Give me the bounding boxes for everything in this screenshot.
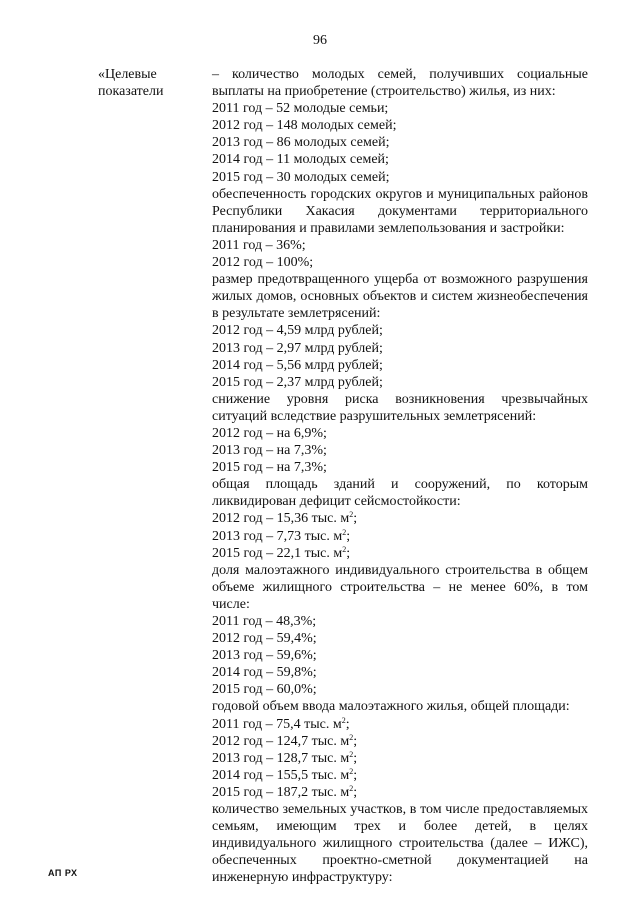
text-line-body: 2013 год – 2,97 млрд рублей; — [212, 340, 383, 356]
text-line-body: 2015 год – на 7,3%; — [212, 460, 327, 476]
text-line-body: доля малоэтажного индивидуального строительства в общем — [212, 562, 588, 578]
superscript: 2 — [342, 544, 347, 554]
superscript: 2 — [349, 732, 354, 742]
text-line-body: 2015 год – 187,2 тыс. м — [212, 784, 350, 800]
text-line-body: 2012 год – 15,36 тыс. м — [212, 511, 350, 527]
text-line — [212, 271, 588, 288]
text-line-body: снижение уровня риска возникновения чрезвычайных — [212, 391, 588, 407]
text-line-body: 2014 год – 155,5 тыс. м — [212, 767, 350, 783]
text-line-body: количество земельных участков, в том числе предоставляемых — [212, 802, 588, 818]
text-line — [212, 374, 588, 391]
text-line — [212, 784, 588, 801]
text-line-body: – количество молодых семей, получивших социальные — [212, 67, 588, 82]
text-line-tail: ; — [345, 716, 350, 732]
text-line — [212, 151, 588, 168]
text-line-body: годовой объем ввода малоэтажного жилья, общей площади: — [212, 699, 570, 715]
text-line — [212, 852, 588, 869]
text-line-tail: ; — [346, 545, 351, 561]
text-line-body: 2012 год – 148 молодых семей; — [212, 118, 397, 134]
text-line — [212, 664, 588, 681]
text-line — [212, 528, 588, 545]
text-line-body: 2013 год – 128,7 тыс. м — [212, 750, 350, 766]
text-line — [212, 254, 588, 271]
text-line — [212, 579, 588, 596]
text-line-body: объеме жилищного строительства – не менее 60%, в том — [212, 579, 588, 595]
text-line — [212, 510, 588, 527]
text-line — [212, 613, 588, 630]
text-line — [212, 203, 588, 220]
text-line-body: жилых домов, основных объектов и систем жизнеобеспечения — [212, 289, 588, 305]
text-line-body: 2013 год – 7,73 тыс. м — [212, 528, 343, 544]
text-line — [212, 750, 588, 767]
text-line — [212, 493, 588, 510]
text-line — [212, 698, 588, 715]
text-line-body: ликвидирован дефицит сейсмостойкости: — [212, 494, 461, 510]
row-label — [98, 66, 208, 100]
text-line — [212, 869, 588, 886]
text-line-body: 2011 год – 48,3%; — [212, 614, 317, 629]
text-line — [212, 476, 588, 493]
text-line — [212, 83, 588, 100]
text-line-body: общая площадь зданий и сооружений, по которым — [212, 477, 588, 493]
text-line-tail: ; — [353, 784, 358, 800]
text-line-body: 2012 год – 100%; — [212, 255, 314, 271]
text-line — [212, 66, 588, 83]
text-line-body: 2013 год – 59,6%; — [212, 648, 317, 664]
text-line — [212, 681, 588, 698]
superscript: 2 — [341, 715, 346, 725]
text-line — [212, 562, 588, 579]
superscript: 2 — [349, 766, 354, 776]
text-line-body: 2011 год – 75,4 тыс. м — [212, 716, 342, 732]
text-line-body: обеспеченных проектно-сметной документацией на — [212, 853, 588, 869]
text-line — [212, 391, 588, 408]
text-line-body: 2015 год – 30 молодых семей; — [212, 169, 390, 185]
indicators-text — [212, 66, 588, 887]
text-line-body: выплаты на приобретение (строительство) жилья, из них: — [212, 84, 556, 100]
text-line — [212, 801, 588, 818]
text-line — [212, 134, 588, 151]
text-line-body: 2015 год – 60,0%; — [212, 682, 317, 698]
text-line — [212, 835, 588, 852]
text-line — [212, 357, 588, 374]
text-line-body: 2011 год – 52 молодые семьи; — [212, 101, 389, 117]
row-label-line: показатели — [98, 84, 164, 100]
text-line — [212, 169, 588, 186]
footer-mark: АП РХ — [48, 868, 78, 878]
text-line — [212, 596, 588, 613]
text-line-body: планирования и правилами землепользования и застройки: — [212, 220, 565, 236]
superscript: 2 — [349, 510, 354, 520]
text-line-body: 2012 год – 4,59 млрд рублей; — [212, 323, 383, 339]
text-line-body: индивидуального жилищного строительства (далее – ИЖС), — [212, 836, 588, 852]
text-line — [212, 818, 588, 835]
text-line-body: инженерную инфраструктуру: — [212, 870, 393, 886]
text-line-body: обеспеченность городских округов и муниципальных районов — [212, 186, 588, 202]
text-line-body: 2013 год – на 7,3%; — [212, 443, 327, 459]
text-line-body: числе: — [212, 596, 250, 612]
text-line-body: семьям, имеющим трех и более детей, в целях — [212, 819, 588, 835]
text-line-body: 2012 год – 59,4%; — [212, 631, 317, 647]
text-line — [212, 220, 588, 237]
text-line — [212, 408, 588, 425]
text-line-tail: ; — [346, 528, 351, 544]
text-line-body: размер предотвращенного ущерба от возможного разрушения — [212, 272, 588, 288]
text-line-tail: ; — [353, 511, 358, 527]
text-line-body: 2013 год – 86 молодых семей; — [212, 135, 390, 151]
text-line — [212, 288, 588, 305]
text-line-body: 2012 год – на 6,9%; — [212, 425, 327, 441]
text-line-body: 2012 год – 124,7 тыс. м — [212, 733, 350, 749]
text-line — [212, 647, 588, 664]
text-line-body: в результате землетрясений: — [212, 306, 381, 322]
text-line — [212, 733, 588, 750]
text-line — [212, 442, 588, 459]
superscript: 2 — [349, 783, 354, 793]
page-number: 96 — [313, 33, 327, 48]
text-line-body: Республики Хакасия документами территориального — [212, 203, 588, 219]
text-line — [212, 100, 588, 117]
text-line — [212, 767, 588, 784]
text-line — [212, 340, 588, 357]
text-line — [212, 117, 588, 134]
text-line-tail: ; — [353, 767, 358, 783]
text-line-body: 2015 год – 22,1 тыс. м — [212, 545, 343, 561]
superscript: 2 — [342, 527, 347, 537]
row-label-line: «Целевые — [98, 67, 157, 82]
text-line — [212, 425, 588, 442]
text-line — [212, 630, 588, 647]
superscript: 2 — [349, 749, 354, 759]
text-line — [212, 322, 588, 339]
text-line-tail: ; — [353, 750, 358, 766]
text-line — [212, 186, 588, 203]
text-line-body: 2014 год – 59,8%; — [212, 665, 317, 681]
text-line — [212, 459, 588, 476]
text-line-body: 2014 год – 5,56 млрд рублей; — [212, 357, 383, 373]
text-line — [212, 716, 588, 733]
text-line-body: 2015 год – 2,37 млрд рублей; — [212, 374, 383, 390]
text-line-body: 2014 год – 11 молодых семей; — [212, 152, 389, 168]
text-line — [212, 237, 588, 254]
text-line — [212, 545, 588, 562]
text-line — [212, 305, 588, 322]
text-line-tail: ; — [353, 733, 358, 749]
text-line-body: ситуаций вследствие разрушительных землетрясений: — [212, 408, 537, 424]
text-line-body: 2011 год – 36%; — [212, 237, 306, 253]
